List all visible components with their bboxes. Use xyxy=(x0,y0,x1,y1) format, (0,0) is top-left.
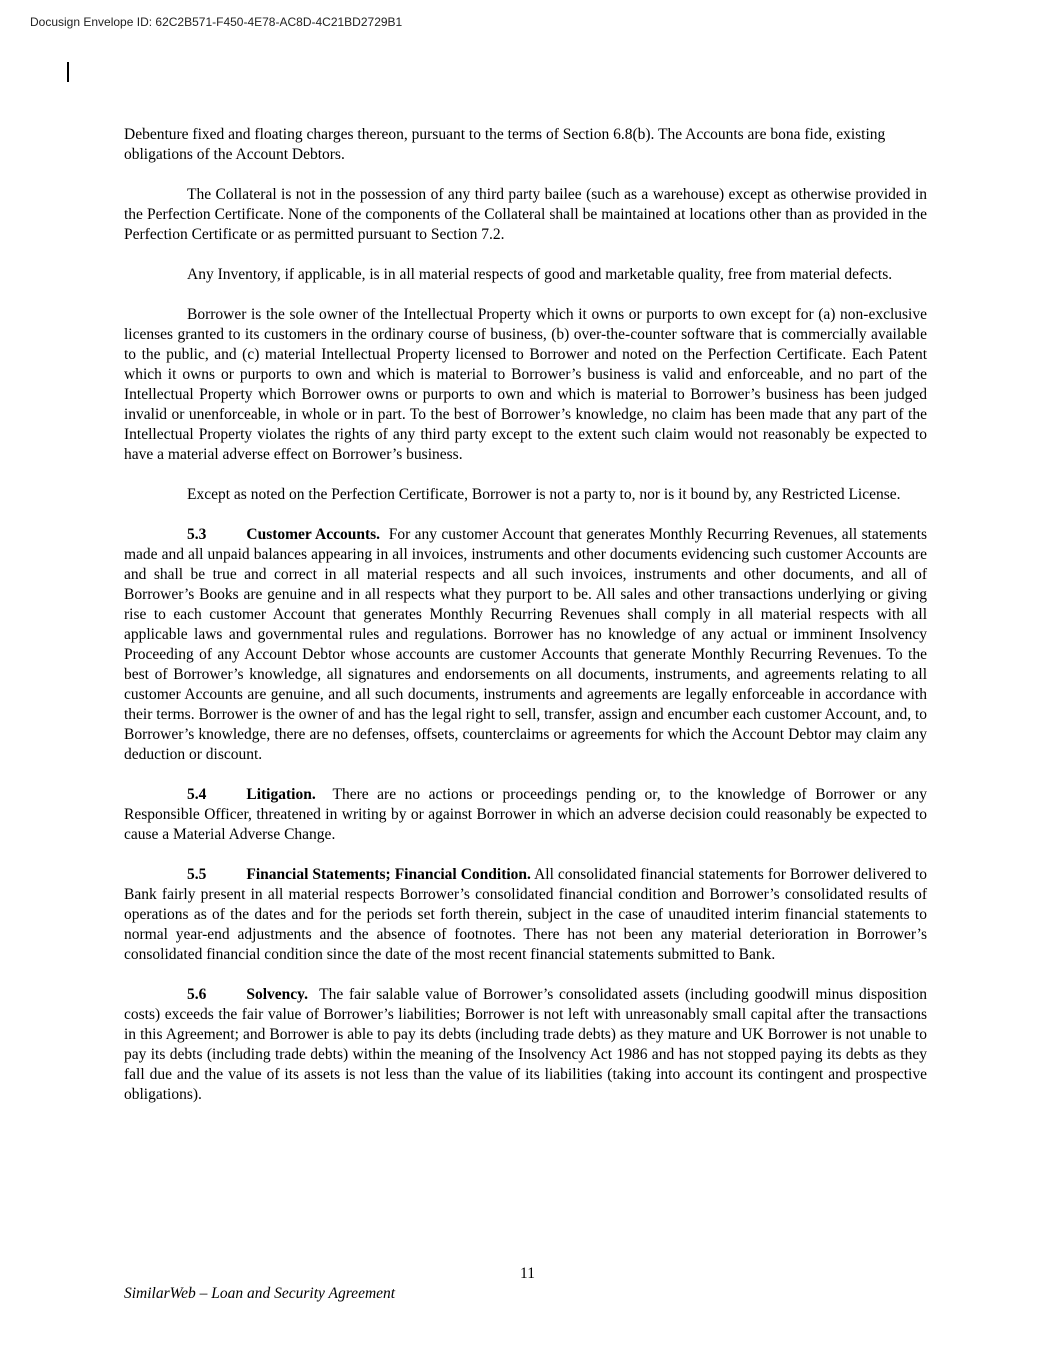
section-body: There are no actions or proceedings pending or, to the knowledge of Borrower or any Responsible Officer, threatened in writing by or against Borrower in which an adverse decision could reasonably be expected to cause a Material Adverse Change. xyxy=(124,786,927,843)
section-number: 5.3 xyxy=(187,526,207,543)
section-number: 5.4 xyxy=(187,786,207,803)
footer-title: SimilarWeb – Loan and Security Agreement xyxy=(124,1285,396,1302)
section-body: The fair salable value of Borrower’s consolidated assets (including goodwill minus disposition costs) exceeds the fair value of Borrower’s liabilities; Borrower is not left with unreasonably small capital after the transactions in this Agreement; and Borrower is able to pay its debts (including trade debts) as they mature and UK Borrower is not unable to pay its debts (including trade debts) within the meaning of the Insolvency Act 1986 and has not stopped paying its debts as they fall due and the value of its assets is not less than the value of its liabilities (taking into account its contingent and prospective obligations). xyxy=(124,986,927,1103)
paragraph-intellectual-property: Borrower is the sole owner of the Intellectual Property which it owns or purports to own except for (a) non-exclusive licenses granted to its customers in the ordinary course of business, (b) over-the-counter software that is commercially available to the public, and (c) material Intellectual Property licensed to Borrower and noted on the Perfection Certificate. Each Patent which it owns or purports to own and which is material to Borrower’s business is valid and enforceable, and no part of the Intellectual Property which Borrower owns or purports to own and which is material to Borrower’s business has been judged invalid or unenforceable, in whole or in part. To the best of Borrower’s knowledge, no claim has been made that any part of the Intellectual Property violates the rights of any third party except to the extent such claim would not reasonably be expected to have a material adverse effect on Borrower’s business. xyxy=(124,306,927,463)
document-body xyxy=(124,125,927,1125)
paragraph-debenture: Debenture fixed and floating charges thereon, pursuant to the terms of Section 6.8(b). The Accounts are bona fide, existing obligations of the Account Debtors. xyxy=(124,126,886,163)
paragraph-inventory: Any Inventory, if applicable, is in all material respects of good and marketable quality, free from material defects. xyxy=(187,266,893,283)
section-heading: Customer Accounts. xyxy=(246,526,381,543)
section-5-4 xyxy=(124,785,927,845)
section-5-3 xyxy=(124,525,927,765)
section-heading: Financial Statements; Financial Condition. xyxy=(246,866,531,883)
section-5-5 xyxy=(124,865,927,965)
section-5-6 xyxy=(124,985,927,1105)
section-body: All consolidated financial statements for Borrower delivered to Bank fairly present in all material respects Borrower’s consolidated financial condition and Borrower’s consolidated results of operations as of the dates and for the periods set forth therein, subject in the case of unaudited interim financial statements to normal year-end adjustments and the absence of footnotes. There has not been any material deterioration in Borrower’s consolidated financial condition since the date of the most recent financial statements submitted to Bank. xyxy=(124,866,927,963)
paragraph-restricted-license: Except as noted on the Perfection Certificate, Borrower is not a party to, nor is it bound by, any Restricted License. xyxy=(187,486,901,503)
section-number: 5.6 xyxy=(187,986,207,1003)
section-number: 5.5 xyxy=(187,866,207,883)
paragraph-collateral: The Collateral is not in the possession of any third party bailee (such as a warehouse) except as otherwise provided in the Perfection Certificate. None of the components of the Collateral shall be maintained at locations other than as provided in the Perfection Certificate or as permitted pursuant to Section 7.2. xyxy=(124,186,927,243)
envelope-id: Docusign Envelope ID: 62C2B571-F450-4E78-AC8D-4C21BD2729B1 xyxy=(30,15,403,29)
revision-bar xyxy=(67,62,69,82)
section-body: For any customer Account that generates Monthly Recurring Revenues, all statements made and all unpaid balances appearing in all invoices, instruments and other documents evidencing such customer Accounts are and shall be true and correct in all material respects and all such invoices, instruments and other documents, and all of Borrower’s Books are genuine and in all respects what they purport to be. All sales and other transactions underlying or giving rise to each customer Account that generates Monthly Recurring Revenues shall comply in all material respects with all applicable laws and governmental rules and regulations. Borrower has no knowledge of any actual or imminent Insolvency Proceeding of any Account Debtor whose accounts are customer Accounts that generate Monthly Recurring Revenues. To the best of Borrower’s knowledge, all signatures and endorsements on all documents, instruments, and agreements relating to all customer Accounts are genuine, and all such documents, instruments and agreements are legally enforceable in accordance with their terms. Borrower is the owner of and has the legal right to sell, transfer, assign and encumber each customer Account, and, to Borrower’s knowledge, there are no defenses, offsets, counterclaims or agreements for which the Account Debtor may claim any deduction or discount. xyxy=(124,526,927,763)
page-number: 11 xyxy=(520,1265,535,1282)
section-heading: Litigation. xyxy=(246,786,316,803)
section-heading: Solvency. xyxy=(246,986,308,1003)
